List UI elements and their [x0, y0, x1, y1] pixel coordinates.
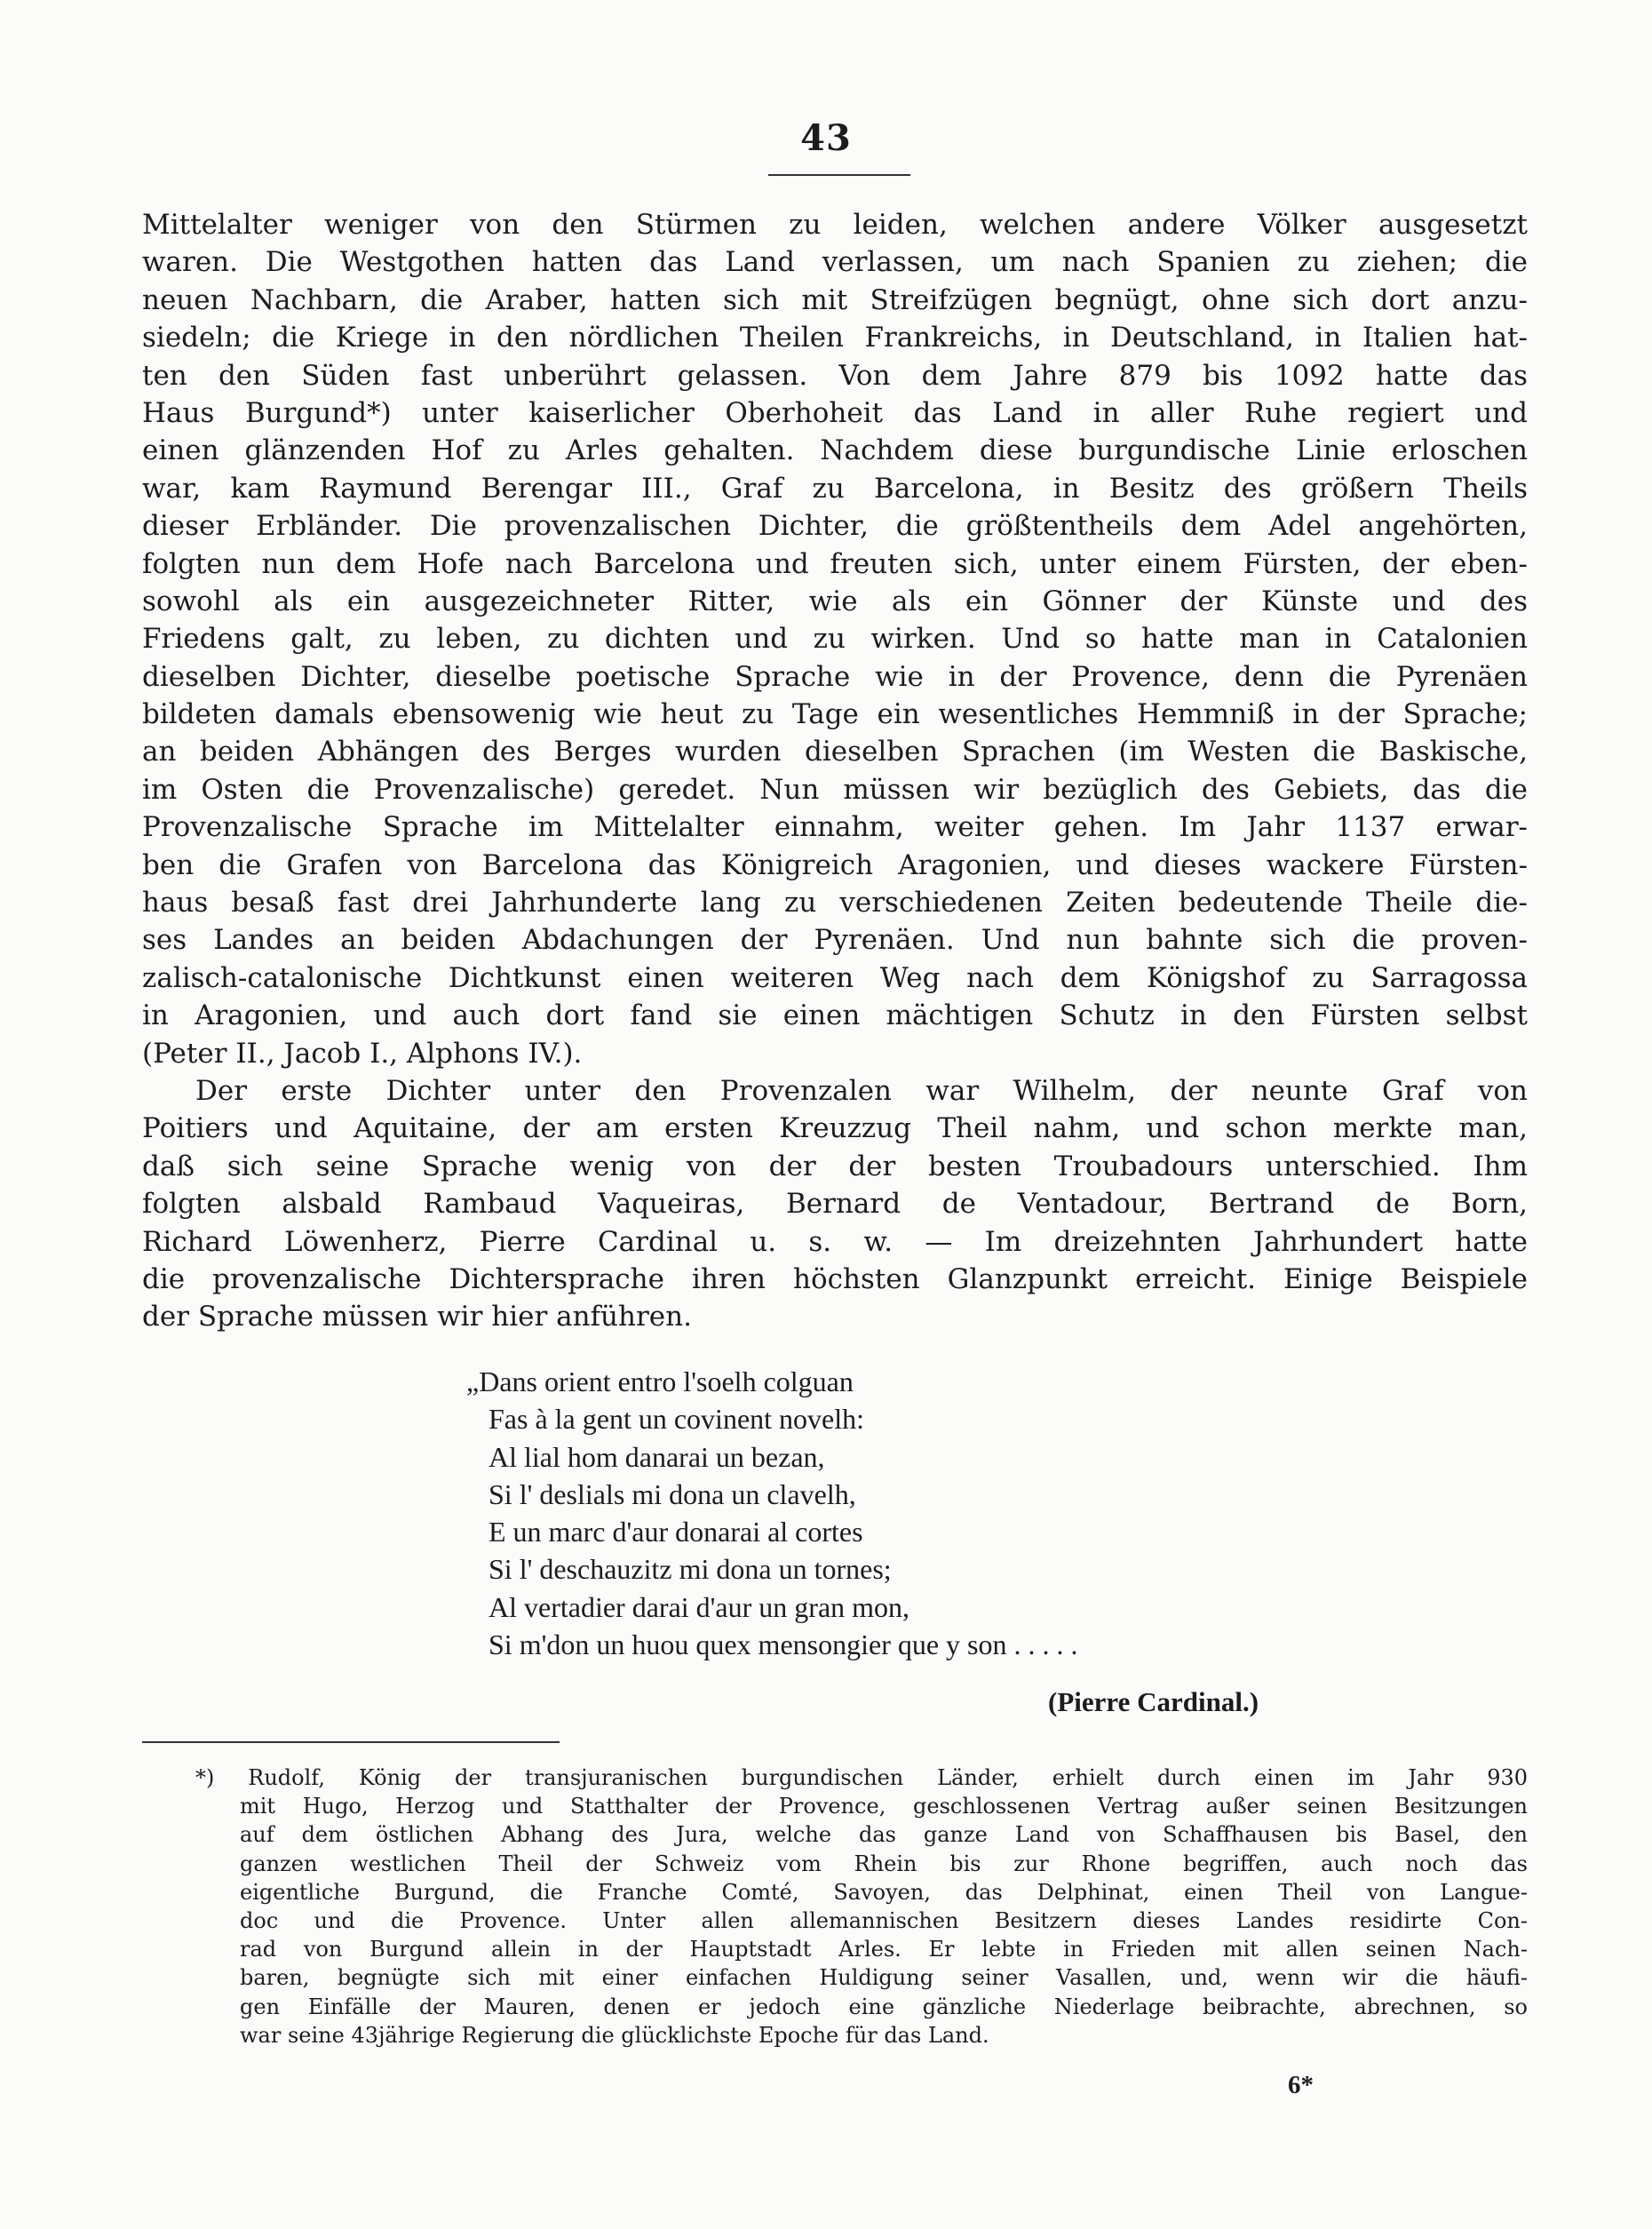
body-line: Provenzalische Sprache im Mittelalter einnahm, weiter gehen. Im Jahr 1137 erwar-: [142, 811, 1528, 844]
verse-line: Al lial hom danarai un bezan,: [488, 1440, 825, 1473]
body-line: Der erste Dichter unter den Provenzalen war Wilhelm, der neunte Graf von: [195, 1074, 1528, 1107]
footnote-line: ganzen westlichen Theil der Schweiz vom Rhein bis zur Rhone begriffen, auch noch das: [240, 1851, 1528, 1876]
body-line: Friedens galt, zu leben, zu dichten und zu wirken. Und so hatte man in Catalonien: [142, 623, 1528, 656]
footnote-line: doc und die Provence. Unter allen allemannischen Besitzern dieses Landes residirte Con-: [240, 1907, 1528, 1933]
body-line: Haus Burgund*) unter kaiserlicher Oberhoheit das Land in aller Ruhe regiert und: [142, 396, 1528, 429]
body-line: an beiden Abhängen des Berges wurden dieselben Sprachen (im Westen die Baskische,: [142, 736, 1528, 768]
footnote-rule: [142, 1741, 560, 1743]
footnote: [142, 1763, 1528, 2050]
body-line: folgten nun dem Hofe nach Barcelona und freuten sich, unter einem Fürsten, der eben-: [142, 547, 1528, 580]
footnote-line: war seine 43jährige Regierung die glücklichste Epoche für das Land.: [240, 2022, 989, 2048]
body-line: im Osten die Provenzalische) geredet. Nun müssen wir bezüglich des Gebiets, das die: [142, 773, 1528, 806]
verse-line: Al vertadier darai d'aur un gran mon,: [488, 1590, 910, 1623]
body-text: [142, 206, 1528, 1336]
page-number: 43: [800, 117, 852, 159]
verse-attribution: (Pierre Cardinal.): [1048, 1686, 1259, 1717]
body-line: der Sprache müssen wir hier anführen.: [142, 1301, 692, 1333]
body-line: zalisch-catalonische Dichtkunst einen weiteren Weg nach dem Königshof zu Sarragossa: [142, 961, 1528, 994]
verse-quote: [466, 1363, 1514, 1663]
body-line: folgten alsbald Rambaud Vaqueiras, Bernard de Ventadour, Bertrand de Born,: [142, 1188, 1528, 1221]
body-line: ben die Grafen von Barcelona das Königreich Aragonien, und dieses wackere Fürsten-: [142, 848, 1528, 881]
body-line: die provenzalische Dichtersprache ihren höchsten Glanzpunkt erreicht. Einige Beispiele: [142, 1262, 1528, 1295]
body-line: Poitiers und Aquitaine, der am ersten Kreuzzug Theil nahm, und schon merkte man,: [142, 1112, 1528, 1145]
body-line: dieser Erbländer. Die provenzalischen Dichter, die größtentheils dem Adel angehörten,: [142, 510, 1528, 543]
footnote-line: rad von Burgund allein in der Hauptstadt Arles. Er lebte in Frieden mit allen seinen Nach-: [240, 1937, 1528, 1962]
body-line: siedeln; die Kriege in den nördlichen Theilen Frankreichs, in Deutschland, in Italien hat-: [142, 322, 1528, 354]
body-line: waren. Die Westgothen hatten das Land verlassen, um nach Spanien zu ziehen; die: [142, 246, 1528, 279]
footnote-line: *) Rudolf, König der transjuranischen burgundischen Länder, erhielt durch einen im Jahr 930: [195, 1765, 1528, 1790]
body-line: Mittelalter weniger von den Stürmen zu leiden, welchen andere Völker ausgesetzt: [142, 209, 1528, 241]
body-line: war, kam Raymund Berengar III., Graf zu Barcelona, in Besitz des größern Theils: [142, 472, 1528, 505]
body-line: daß sich seine Sprache wenig von der der besten Troubadours unterschied. Ihm: [142, 1150, 1528, 1182]
verse-line: Si m'don un huou quex mensongier que y son . . . . .: [488, 1628, 1078, 1661]
body-line: ses Landes an beiden Abdachungen der Pyrenäen. Und nun bahnte sich die proven-: [142, 924, 1528, 957]
body-line: haus besaß fast drei Jahrhunderte lang zu verschiedenen Zeiten bedeutende Theile die-: [142, 887, 1528, 919]
body-line: neuen Nachbarn, die Araber, hatten sich mit Streifzügen begnügt, ohne sich dort anzu-: [142, 283, 1528, 316]
body-line: dieselben Dichter, dieselbe poetische Sprache wie in der Provence, denn die Pyrenäen: [142, 660, 1528, 693]
verse-line: „Dans orient entro l'soelh colguan: [466, 1365, 854, 1397]
footnote-line: mit Hugo, Herzog und Statthalter der Provence, geschlossenen Vertrag außer seinen Besitzungen: [240, 1794, 1528, 1819]
verse-line: E un marc d'aur donarai al cortes: [488, 1516, 863, 1548]
footnote-line: auf dem östlichen Abhang des Jura, welche das ganze Land von Schaffhausen bis Basel, den: [240, 1822, 1528, 1848]
footnote-line: eigentliche Burgund, die Franche Comté, Savoyen, das Delphinat, einen Theil von Langue-: [240, 1879, 1528, 1905]
body-line: bildeten damals ebensowenig wie heut zu Tage ein wesentliches Hemmniß in der Sprache;: [142, 698, 1528, 731]
body-line: (Peter II., Jacob I., Alphons IV.).: [142, 1037, 583, 1070]
body-line: in Aragonien, und auch dort fand sie einen mächtigen Schutz in den Fürsten selbst: [142, 999, 1528, 1032]
header-rule: [768, 174, 910, 176]
body-line: einen glänzenden Hof zu Arles gehalten. Nachdem diese burgundische Linie erloschen: [142, 434, 1528, 467]
verse-line: Si l' deslials mi dona un clavelh,: [488, 1477, 856, 1510]
verse-line: Fas à la gent un covinent novelh:: [488, 1403, 865, 1436]
body-line: sowohl als ein ausgezeichneter Ritter, wie als ein Gönner der Künste und des: [142, 585, 1528, 617]
signature-mark: 6*: [1288, 2071, 1314, 2099]
body-line: Richard Löwenherz, Pierre Cardinal u. s. w. — Im dreizehnten Jahrhundert hatte: [142, 1225, 1528, 1258]
verse-line: Si l' deschauzitz mi dona un tornes;: [488, 1553, 892, 1586]
body-line: ten den Süden fast unberührt gelassen. Von dem Jahre 879 bis 1092 hatte das: [142, 359, 1528, 392]
footnote-line: baren, begnügte sich mit einer einfachen Huldigung seiner Vasallen, und, wenn wir die häufi-: [240, 1965, 1528, 1991]
footnote-line: gen Einfälle der Mauren, denen er jedoch eine gänzliche Niederlage beibrachte, abrechnen, so: [240, 1994, 1528, 2019]
